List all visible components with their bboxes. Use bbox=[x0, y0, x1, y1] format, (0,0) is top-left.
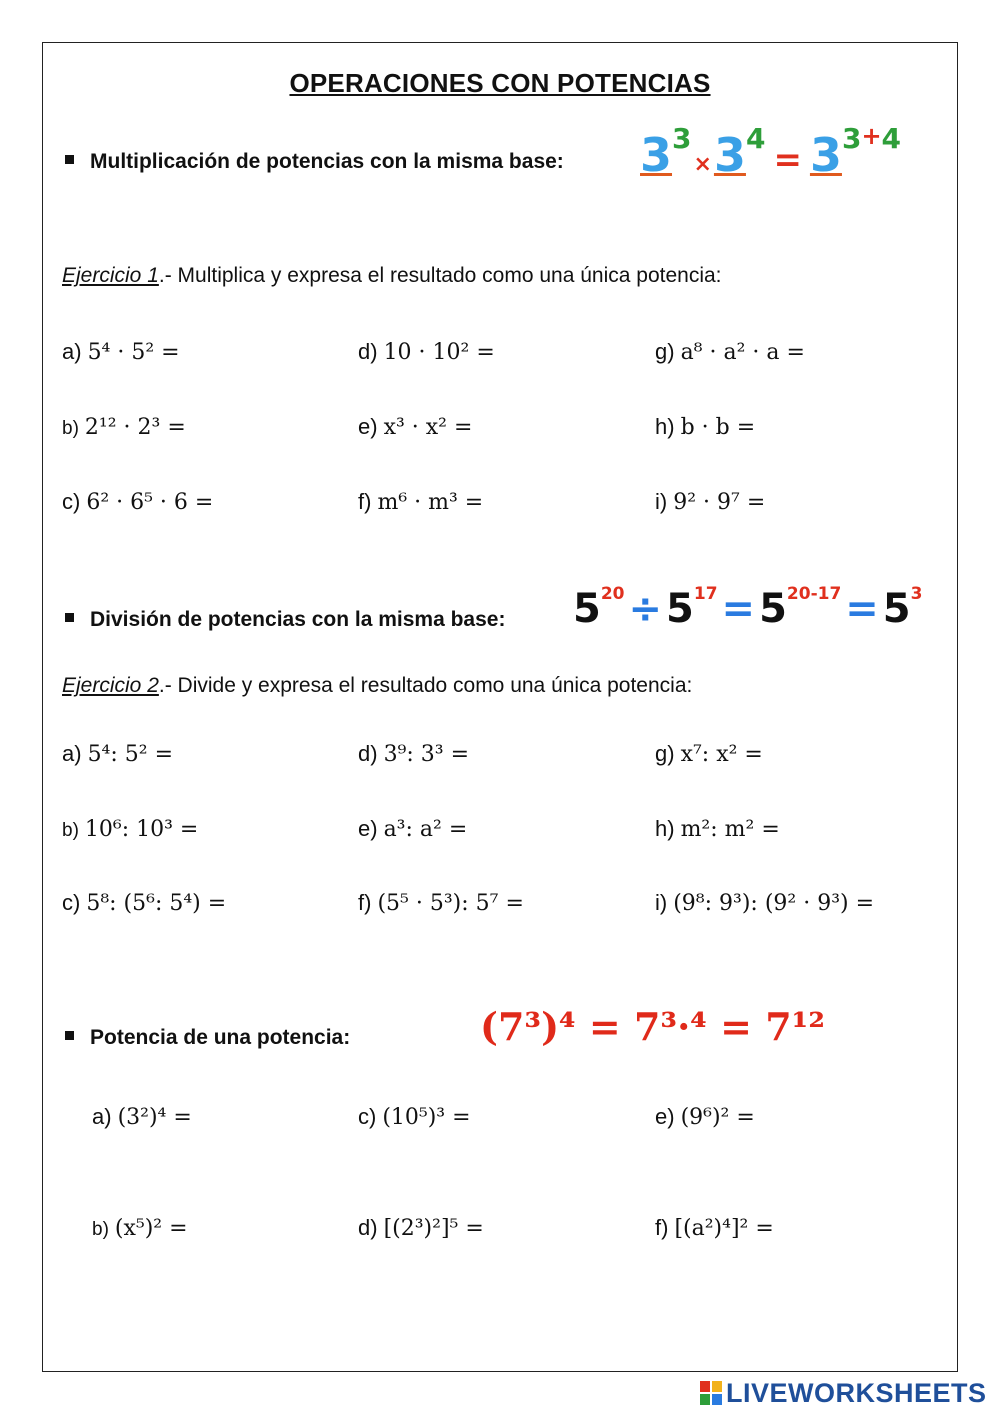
item-expression: 5⁴: 5² = bbox=[87, 742, 174, 767]
item-expression: a³: a² = bbox=[383, 817, 468, 842]
fig-equals: = bbox=[773, 140, 802, 180]
fig-exp: 4 bbox=[745, 122, 766, 155]
item-expression: [(a²)⁴]² = bbox=[674, 1216, 774, 1241]
fig-equals: = bbox=[845, 586, 879, 632]
item-expression: (x⁵)² = bbox=[114, 1216, 188, 1241]
fig-base: 3 bbox=[640, 128, 673, 182]
item-expression: 5⁸: (5⁶: 5⁴) = bbox=[86, 891, 227, 916]
fig-exp: 17 bbox=[693, 584, 718, 604]
exercise-item[interactable] bbox=[358, 889, 524, 916]
exercise-2-instructions bbox=[62, 674, 692, 698]
item-label: c) bbox=[62, 489, 81, 514]
item-expression: 10 · 10² = bbox=[383, 340, 495, 365]
item-label: d) bbox=[358, 1215, 378, 1240]
item-expression: a⁸ · a² · a = bbox=[680, 340, 805, 365]
item-label: c) bbox=[358, 1104, 377, 1129]
exercise-text: .- Multiplica y expresa el resultado como una única potencia: bbox=[158, 264, 722, 287]
item-expression: (9⁸: 9³): (9² · 9³) = bbox=[673, 891, 875, 916]
item-label: a) bbox=[62, 339, 82, 364]
item-label: g) bbox=[655, 339, 675, 364]
exercise-item[interactable] bbox=[655, 815, 780, 842]
fig-times: × bbox=[693, 152, 712, 177]
exercise-item[interactable] bbox=[92, 1103, 192, 1130]
fig-base: 5 bbox=[882, 586, 911, 632]
exercise-item[interactable] bbox=[358, 740, 469, 767]
item-label: e) bbox=[655, 1104, 675, 1129]
item-expression: 3⁹: 3³ = bbox=[383, 742, 470, 767]
item-expression: [(2³)²]⁵ = bbox=[383, 1216, 484, 1241]
item-expression: 10⁶: 10³ = bbox=[84, 817, 199, 842]
item-label: a) bbox=[62, 741, 82, 766]
item-label: c) bbox=[62, 890, 81, 915]
fig-base: 5 bbox=[666, 586, 694, 632]
brand-text: LIVEWORKSHEETS bbox=[726, 1378, 987, 1408]
item-expression: x⁷: x² = bbox=[680, 742, 763, 767]
item-expression: (5⁵ · 5³): 5⁷ = bbox=[377, 891, 524, 916]
exercise-text: .- Divide y expresa el resultado como una única potencia: bbox=[158, 674, 693, 697]
exercise-item[interactable] bbox=[655, 1214, 774, 1241]
exercise-1-instructions bbox=[62, 264, 722, 288]
fig-base: 5 bbox=[759, 586, 787, 632]
power-of-power-example-figure: (7³)⁴ = 7³·⁴ = 7¹² bbox=[480, 1004, 825, 1049]
exercise-item[interactable] bbox=[358, 488, 483, 515]
liveworksheets-brand[interactable] bbox=[700, 1378, 987, 1409]
item-expression: 6² · 6⁵ · 6 = bbox=[86, 490, 214, 515]
fig-exp: 3 bbox=[672, 122, 692, 155]
item-label: h) bbox=[655, 816, 675, 841]
item-label: h) bbox=[655, 414, 675, 439]
bullet-square-icon bbox=[65, 155, 74, 164]
exercise-item[interactable] bbox=[655, 889, 874, 916]
item-expression: 5⁴ · 5² = bbox=[87, 340, 180, 365]
fig-plus: + bbox=[861, 122, 882, 150]
fig-exp: 3 bbox=[910, 584, 923, 604]
exercise-label: Ejercicio 2 bbox=[62, 674, 159, 697]
exercise-item[interactable] bbox=[62, 815, 198, 842]
item-label: d) bbox=[358, 339, 378, 364]
heading-text: Multiplicación de potencias con la misma base: bbox=[90, 150, 564, 173]
item-expression: b · b = bbox=[680, 415, 756, 440]
exercise-item[interactable] bbox=[62, 413, 186, 440]
item-expression: x³ · x² = bbox=[383, 415, 473, 440]
section-heading-division bbox=[65, 608, 505, 632]
item-label: i) bbox=[655, 489, 668, 514]
item-expression: (3²)⁴ = bbox=[117, 1105, 192, 1130]
bullet-square-icon bbox=[65, 1031, 74, 1040]
item-label: g) bbox=[655, 741, 675, 766]
item-label: f) bbox=[358, 890, 372, 915]
item-label: f) bbox=[655, 1215, 669, 1240]
item-label: e) bbox=[358, 414, 378, 439]
section-heading-power-of-power bbox=[65, 1026, 350, 1050]
exercise-item[interactable] bbox=[358, 1103, 471, 1130]
exercise-item[interactable] bbox=[655, 740, 763, 767]
exercise-item[interactable] bbox=[62, 488, 213, 515]
exercise-label: Ejercicio 1 bbox=[62, 264, 159, 287]
item-label: b) bbox=[92, 1219, 109, 1240]
fig-exp: 3 bbox=[841, 122, 862, 155]
exercise-item[interactable] bbox=[62, 889, 226, 916]
item-expression: m²: m² = bbox=[680, 817, 780, 842]
worksheet-frame bbox=[42, 42, 958, 1372]
item-label: i) bbox=[655, 890, 668, 915]
exercise-item[interactable] bbox=[655, 413, 755, 440]
heading-text: División de potencias con la misma base: bbox=[90, 608, 506, 631]
exercise-item[interactable] bbox=[655, 488, 765, 515]
fig-base: 3 bbox=[809, 128, 842, 182]
liveworksheets-logo-icon bbox=[700, 1381, 722, 1405]
item-expression: 2¹² · 2³ = bbox=[84, 415, 186, 440]
fig-base: 5 bbox=[573, 586, 601, 632]
section-heading-multiplication bbox=[65, 150, 564, 174]
exercise-item[interactable] bbox=[655, 338, 805, 365]
exercise-item[interactable] bbox=[358, 815, 467, 842]
exercise-item[interactable] bbox=[62, 338, 180, 365]
item-expression: m⁶ · m³ = bbox=[377, 490, 484, 515]
item-label: a) bbox=[92, 1104, 112, 1129]
exercise-item[interactable] bbox=[358, 1214, 484, 1241]
fig-equals: = bbox=[721, 586, 756, 632]
exercise-item[interactable] bbox=[358, 338, 495, 365]
item-expression: 9² · 9⁷ = bbox=[673, 490, 766, 515]
item-label: e) bbox=[358, 816, 378, 841]
division-example-figure bbox=[573, 586, 922, 632]
heading-text: Potencia de una potencia: bbox=[90, 1026, 351, 1049]
fig-divide: ÷ bbox=[628, 586, 663, 632]
fig-base: 3 bbox=[713, 128, 746, 182]
bullet-square-icon bbox=[65, 613, 74, 622]
fig-exp: 20-17 bbox=[786, 584, 842, 604]
item-label: b) bbox=[62, 418, 79, 439]
multiplication-example-figure bbox=[640, 122, 902, 182]
exercise-item[interactable] bbox=[62, 740, 173, 767]
fig-exp: 4 bbox=[881, 122, 902, 155]
item-label: b) bbox=[62, 820, 79, 841]
exercise-item[interactable] bbox=[655, 1103, 755, 1130]
fig-exp: 20 bbox=[600, 584, 625, 604]
item-label: d) bbox=[358, 741, 378, 766]
page-title: OPERACIONES CON POTENCIAS bbox=[289, 68, 711, 98]
item-expression: (10⁵)³ = bbox=[382, 1105, 471, 1130]
item-expression: (9⁶)² = bbox=[680, 1105, 755, 1130]
exercise-item[interactable] bbox=[358, 413, 472, 440]
item-label: f) bbox=[358, 489, 372, 514]
exercise-item[interactable] bbox=[92, 1214, 188, 1241]
